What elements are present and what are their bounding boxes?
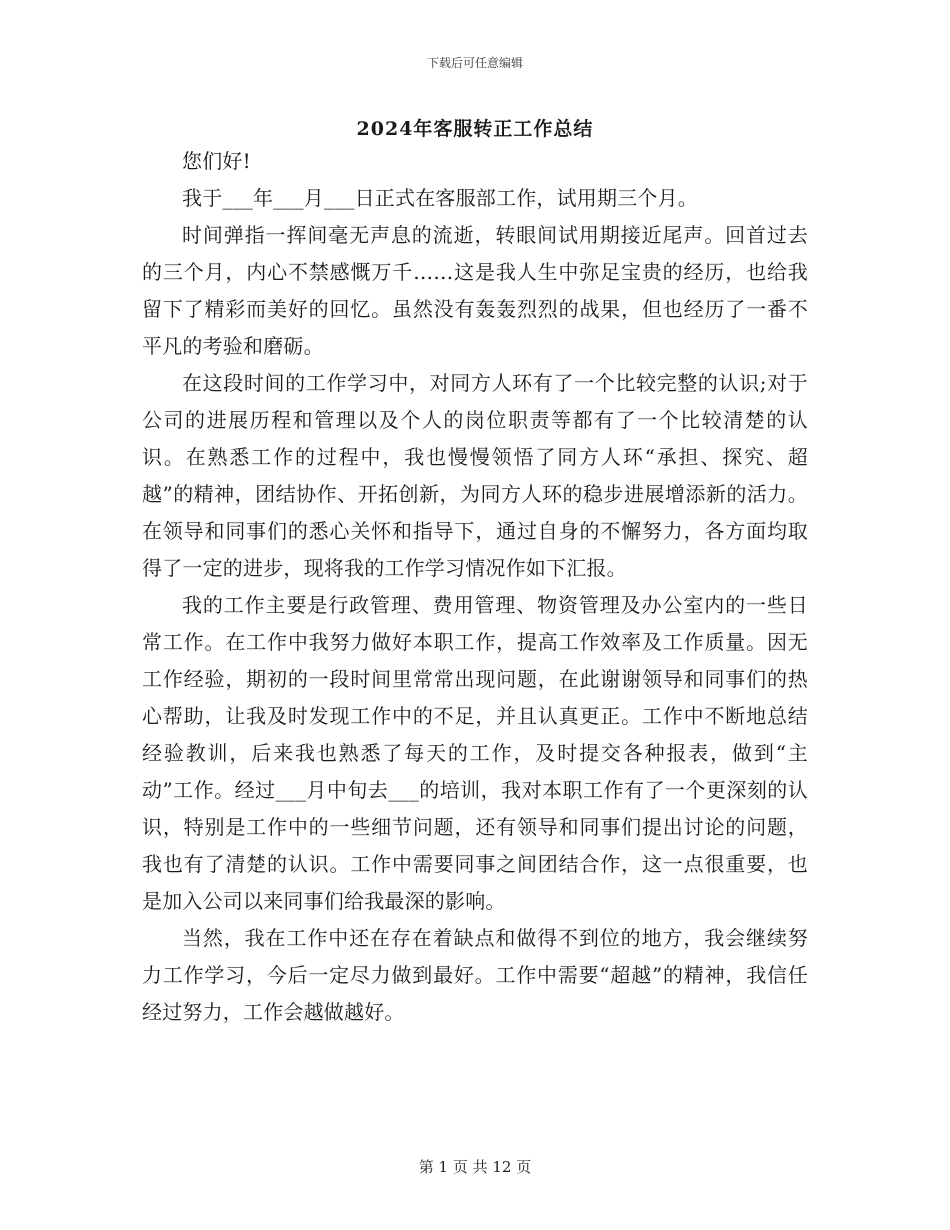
paragraph-shortcomings: 当然，我在工作中还在存在着缺点和做得不到位的地方，我会继续努力工作学习，今后一定尽力做到最好。工作中需要“超越”的精神，我信任经过努力，工作会越做越好。 [142, 926, 808, 1024]
header-note: 下载后可任意编辑 [426, 56, 523, 70]
paragraph-start-date: 我于___年___月___日正式在客服部工作，试用期三个月。 [182, 186, 698, 210]
paragraph-greeting: 您们好! [182, 149, 251, 173]
document-title: 2024年客服转正工作总结 [356, 118, 594, 140]
document-body [142, 143, 808, 1031]
paragraph-reflection: 时间弹指一挥间毫无声息的流逝，转眼间试用期接近尾声。回首过去的三个月，内心不禁感慨万千……这是我人生中弥足宝贵的经历，也给我留下了精彩而美好的回忆。虽然没有轰轰烈烈的战果，但也经历了一番不平凡的考验和磨砺。 [142, 223, 808, 358]
page-number: 第 1 页 共 12 页 [418, 1158, 532, 1176]
paragraph-learning: 在这段时间的工作学习中，对同方人环有了一个比较完整的认识;对于公司的进展历程和管理以及个人的岗位职责等都有了一个比较清楚的认识。在熟悉工作的过程中，我也慢慢领悟了同方人环“承担、探究、超越”的精神，团结协作、开拓创新，为同方人环的稳步进展增添新的活力。在领导和同事们的悉心关怀和指导下，通过自身的不懈努力，各方面均取得了一定的进步，现将我的工作学习情况作如下汇报。 [142, 371, 808, 580]
paragraph-work-duties: 我的工作主要是行政管理、费用管理、物资管理及办公室内的一些日常工作。在工作中我努力做好本职工作，提高工作效率及工作质量。因无工作经验，期初的一段时间里常常出现问题，在此谢谢领导和同事们的热心帮助，让我及时发现工作中的不足，并且认真更正。工作中不断地总结经验教训，后来我也熟悉了每天的工作，及时提交各种报表，做到“主动”工作。经过___月中旬去___的培训，我对本职工作有了一个更深刻的认识，特别是工作中的一些细节问题，还有领导和同事们提出讨论的问题，我也有了清楚的认识。工作中需要同事之间团结合作，这一点很重要，也是加入公司以来同事们给我最深的影响。 [142, 593, 808, 913]
